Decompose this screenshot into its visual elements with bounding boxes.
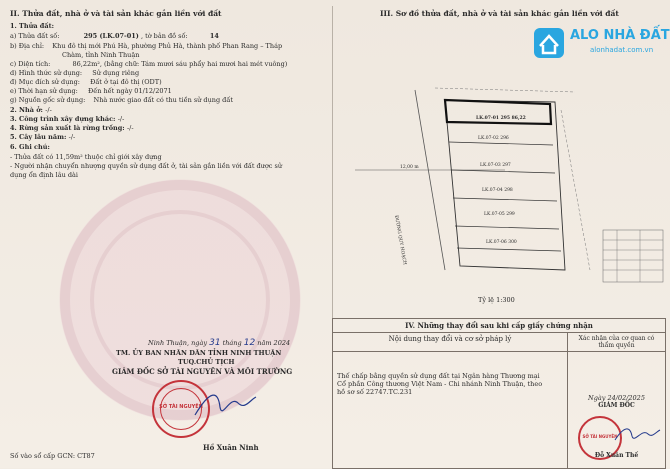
map-parcel-300 [486, 240, 517, 245]
change-text-3: hồ sơ số 22747.TC.231 [337, 388, 413, 396]
road-edge-left [415, 90, 445, 270]
map-sheet-label: , tờ bản đồ số: [140, 32, 188, 40]
section-2-title: II. Thửa đất, nhà ở và tài sản khác gắn liền với đất [10, 9, 222, 18]
item-1-label: 1. Thửa đất: [10, 22, 54, 30]
note-2b: dụng ổn định lâu dài [10, 171, 78, 179]
note-1: - Thửa đất có 11,59m² thuộc chỉ giới xây dựng [10, 153, 162, 161]
boundary-right [561, 110, 590, 270]
parcel-300-no: 300 [508, 240, 517, 245]
section-3-title: III. Sơ đồ thửa đất, nhà ở và tài sản khác gắn liền với đất [380, 9, 619, 18]
purpose-value: Đất ở tại đô thị (ODT) [90, 78, 162, 86]
item-5-value: -/- [68, 133, 76, 141]
address-2: Chàm, tỉnh Ninh Thuận [62, 51, 140, 59]
parcel-296-no: 296 [500, 136, 509, 141]
map-parcel-299 [484, 212, 515, 217]
parcel-299-no: 299 [506, 212, 515, 217]
changes-table [332, 318, 666, 469]
term-value: Đến hết ngày 01/12/2071 [87, 87, 172, 95]
item-3-label: 3. Công trình xây dựng khác: [10, 115, 116, 123]
issue-day: 31 [209, 338, 221, 348]
confirm-title: GIÁM ĐỐC [598, 402, 635, 409]
address-row [10, 42, 282, 50]
change-content-cell [333, 352, 568, 469]
purpose-label: đ) Mục đích sử dụng: [10, 78, 80, 86]
watermark-domain: alonhadat.com.vn [590, 46, 654, 54]
area-label: c) Diện tích: [10, 60, 51, 68]
item-4-value: -/- [126, 124, 134, 132]
issue-place: Ninh Thuận, ngày [148, 339, 208, 347]
item-4-label: 4. Rừng sản xuất là rừng trồng: [10, 124, 125, 132]
area-row [10, 60, 287, 68]
item-4-row [10, 124, 134, 132]
issue-month-label: tháng [222, 339, 242, 347]
map-parcel-297 [480, 163, 511, 168]
parcel-295-code: LK.07-01 [476, 116, 500, 121]
signature-right [612, 422, 662, 446]
parcel-296-code: LK.07-02 [478, 136, 499, 141]
origin-label: g) Nguồn gốc sử dụng: [10, 96, 86, 104]
parcel-row [10, 32, 219, 40]
issue-year: năm 2024 [257, 339, 291, 347]
confirm-signer: Đỗ Xuân Thế [594, 452, 639, 459]
item-5-row [10, 133, 75, 141]
parcel-no: 295 (LK.07-01) [83, 32, 139, 40]
section-4-title: IV. Những thay đổi sau khi cấp giấy chứng nhận [333, 319, 666, 333]
map-parcel-296 [478, 136, 509, 141]
issue-date [148, 338, 290, 348]
parcel-299-code: LK.07-05 [484, 212, 505, 217]
confirm-cell [568, 352, 666, 469]
stamp-right-text: SỞ TÀI NGUYÊN [582, 434, 618, 439]
map-parcel-298 [482, 188, 513, 193]
road-label: ĐƯỜNG QUY HOẠCH [393, 215, 407, 266]
map-sheet: 14 [209, 32, 219, 40]
address-1: Khu đô thị mới Phú Hà, phường Phủ Hà, thành phố Phan Rang – Tháp [52, 42, 283, 50]
item-2-value: -/- [45, 106, 52, 114]
origin-value: Nhà nước giao đất có thu tiền sử dụng đất [93, 96, 233, 104]
sign-line-1: TM. ỦY BAN NHÂN DÂN TỈNH NINH THUẬN [116, 349, 282, 357]
col-confirm-header: Xác nhận của cơ quan có thẩm quyền [568, 333, 666, 352]
parcel-297-no: 297 [502, 163, 511, 168]
map-parcel-295 [476, 116, 526, 121]
coordinate-table [603, 230, 663, 282]
confirm-date: Ngày 24/02/2025 [588, 394, 645, 402]
parcel-line-5 [455, 226, 559, 229]
parcel-300-code: LK.07-06 [486, 240, 507, 245]
signature-left [190, 385, 260, 425]
issue-month: 12 [243, 338, 256, 348]
parcel-298-code: LK.07-04 [482, 188, 503, 193]
item-6-label: 6. Ghi chú: [10, 143, 50, 151]
parcel-no-label: a) Thửa đất số: [10, 32, 60, 40]
change-text-2: Cổ phần Công thương Việt Nam - Chi nhánh Ninh Thuận, theo [337, 380, 543, 388]
area-value: 86,22m², (bằng chữ: Tám mươi sáu phẩy hai mươi hai mét vuông) [72, 60, 288, 68]
use-form-value: Sử dụng riêng [92, 69, 140, 77]
watermark-brand: ALO NHÀ ĐẤT [570, 28, 670, 43]
parcel-295-area: 86,22 [511, 116, 526, 121]
parcel-297-code: LK.07-03 [480, 163, 501, 168]
stamp-left-text: SỞ TÀI NGUYÊN [159, 404, 203, 410]
parcel-line-4 [453, 198, 557, 201]
term-row [10, 87, 172, 95]
item-5-label: 5. Cây lâu năm: [10, 133, 67, 141]
parcel-line-6 [457, 248, 561, 251]
use-form-row [10, 69, 139, 77]
parcel-298-no: 298 [504, 188, 513, 193]
sign-line-3: GIÁM ĐỐC SỞ TÀI NGUYÊN VÀ MÔI TRƯỜNG [112, 367, 293, 376]
address-label: b) Địa chỉ: [10, 42, 45, 50]
parcel-295-no: 295 [500, 116, 511, 121]
sign-line-2: TUQ.CHỦ TỊCH [178, 358, 235, 366]
item-2-row [10, 106, 52, 114]
col-change-header: Nội dung thay đổi và cơ sở pháp lý [333, 333, 568, 352]
item-2-label: 2. Nhà ở: [10, 106, 43, 114]
purpose-row [10, 78, 162, 86]
term-label: e) Thời hạn sử dụng: [10, 87, 78, 95]
register-number: Số vào sổ cấp GCN: CT87 [10, 452, 95, 460]
parcel-line-3 [451, 170, 555, 173]
map-scale: Tỷ lệ 1:300 [478, 296, 515, 304]
change-text-1: Thế chấp bằng quyền sử dụng đất tại Ngân hàng Thương mại [337, 372, 540, 380]
use-form-label: d) Hình thức sử dụng: [10, 69, 83, 77]
item-3-row [10, 115, 124, 123]
item-3-value: -/- [117, 115, 125, 123]
parcel-line-2 [449, 142, 553, 145]
origin-row [10, 96, 233, 104]
signer-name: Hồ Xuân Ninh [203, 443, 259, 452]
note-2a: - Người nhận chuyển nhượng quyền sử dụng đất ở, tài sản gắn liền với đất được sử [10, 162, 283, 170]
dimension-label: 12,00 m [400, 165, 419, 170]
boundary-top [435, 88, 575, 92]
